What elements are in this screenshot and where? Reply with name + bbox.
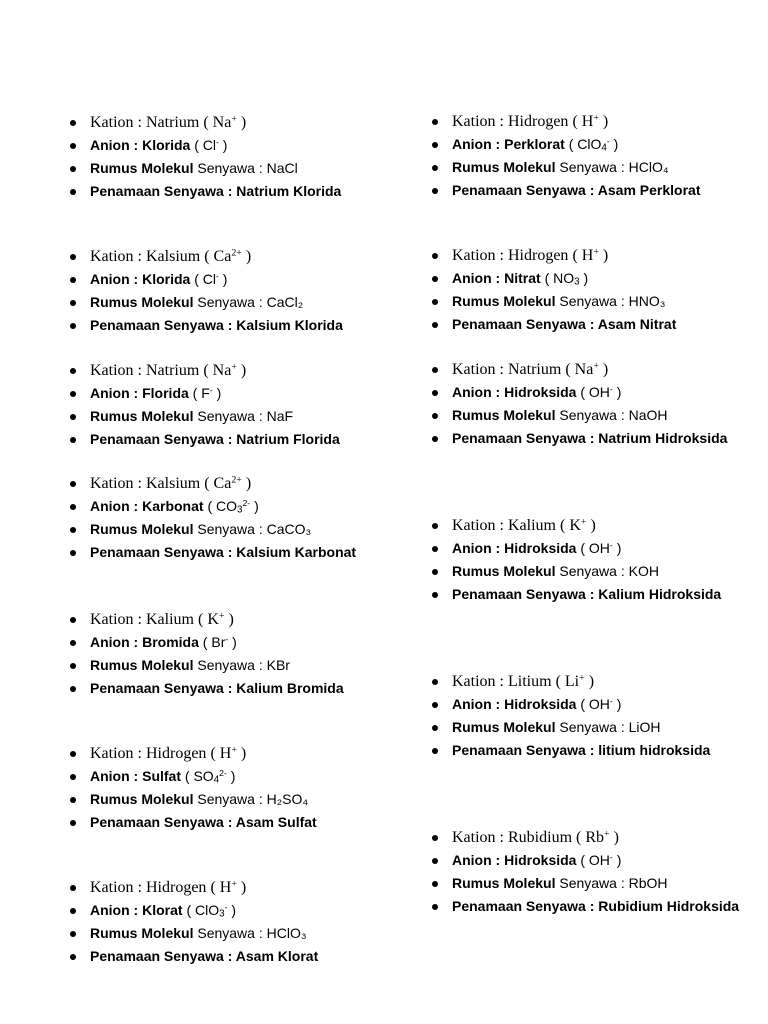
naming-value: Kalium Hidroksida [598,586,722,602]
formula-line [68,922,388,945]
kation-charge: + [593,112,599,124]
naming-value: Asam Sulfat [235,814,317,830]
kation-name: Natrium [508,361,562,378]
kation-name: Litium [508,673,552,690]
kation-label: Kation : [90,475,146,492]
formula-label-plain: Senyawa : [555,719,629,735]
anion-charge: - [216,271,219,282]
formula-value: KBr [266,657,290,673]
anion-charge: - [209,385,213,396]
naming-value: litium hidroksida [598,742,711,758]
kation-label: Kation : [452,361,508,378]
formula-value: HClO₃ [266,925,307,941]
formula-label-plain: Senyawa : [193,160,267,176]
kation-name: Kalsium [146,248,201,265]
kation-symbol: Na [212,362,232,379]
compound-block [430,110,750,202]
naming-value: Kalsium Karbonat [236,544,357,560]
formula-line [430,872,750,895]
compound-block [430,244,750,336]
kation-label: Kation : [452,673,508,690]
kation-label: Kation : [452,113,508,130]
formula-value: RbOH [628,875,668,891]
formula-value: HClO₄ [628,159,669,175]
formula-value: NaOH [628,407,668,423]
kation-symbol: K [207,611,219,628]
naming-label: Penamaan Senyawa : [452,742,599,758]
formula-label-plain: Senyawa : [555,875,629,891]
formula-line [430,560,750,583]
anion-charge: - [609,540,613,551]
formula-label-bold: Rumus Molekul [452,407,556,423]
kation-symbol: H [219,745,232,762]
naming-line [430,427,750,450]
naming-line [68,428,388,451]
kation-label: Kation : [90,114,146,131]
kation-line: Kation : Kalium ( K+ ) [68,608,388,631]
anion-line: Anion : Klorida ( Cl- ) [68,268,388,291]
formula-label-bold: Rumus Molekul [90,925,194,941]
formula-line [430,716,750,739]
anion-line: Anion : Perklorat ( ClO$_4$- ) [430,133,750,156]
naming-line [68,945,388,968]
anion-name: Klorida [142,137,191,153]
anion-charge: - [609,852,613,863]
formula-label-bold: Rumus Molekul [452,293,556,309]
anion-name: Klorat [142,902,183,918]
formula-label-bold: Rumus Molekul [452,875,556,891]
anion-label: Anion : [90,498,143,514]
formula-label-plain: Senyawa : [555,407,629,423]
kation-line: Kation : Hidrogen ( H+ ) [430,110,750,133]
kation-label: Kation : [90,248,146,265]
anion-line: Anion : Hidroksida ( OH- ) [430,537,750,560]
naming-line [68,541,388,564]
kation-symbol: Ca [213,248,232,265]
compound-block [68,472,388,564]
kation-name: Kalium [508,517,556,534]
naming-label: Penamaan Senyawa : [452,182,598,198]
anion-symbol: ClO [195,902,220,918]
naming-line [68,180,388,203]
anion-name: Hidroksida [504,540,577,556]
compound-block [430,358,750,450]
formula-value: CaCl₂ [266,294,304,310]
kation-name: Hidrogen [508,247,569,264]
anion-name: Nitrat [504,270,541,286]
kation-name: Natrium [146,114,200,131]
kation-label: Kation : [90,611,146,628]
anion-label: Anion : [452,270,505,286]
anion-charge: - [225,634,229,645]
kation-symbol: H [581,247,594,264]
kation-charge: + [604,828,610,840]
naming-line [68,314,388,337]
formula-line [430,404,750,427]
formula-line [68,518,388,541]
anion-line: Anion : Sulfat ( $SO_4^{2-}$ ) [68,765,388,788]
anion-line: Anion : Hidroksida ( OH- ) [430,693,750,716]
anion-subscript: 3 [219,908,225,920]
anion-symbol: Cl [202,137,217,153]
formula-label-plain: Senyawa : [555,293,629,309]
anion-line: Anion : Klorida ( Cl- ) [68,134,388,157]
compound-block [430,826,750,918]
anion-name: Sulfat [142,768,181,784]
anion-label: Anion : [90,271,143,287]
formula-value: NaF [266,408,294,424]
formula-line [68,405,388,428]
kation-charge: + [593,246,599,258]
formula-label-plain: Senyawa : [193,657,267,673]
naming-line [68,677,388,700]
kation-name: Kalsium [146,475,201,492]
formula-label-plain: Senyawa : [193,925,267,941]
formula-line [68,654,388,677]
compound-block [68,359,388,451]
compound-block [68,876,388,968]
kation-symbol: H [581,113,594,130]
naming-label: Penamaan Senyawa : [90,183,237,199]
anion-symbol: Br [211,634,226,650]
formula-value: KOH [628,563,659,579]
anion-label: Anion : [452,540,505,556]
anion-line: Anion : Nitrat ( $NO_3$ ) [430,267,750,290]
naming-label: Penamaan Senyawa : [452,586,599,602]
anion-label: Anion : [90,385,143,401]
anion-charge: - [609,384,613,395]
formula-label-bold: Rumus Molekul [452,719,556,735]
naming-label: Penamaan Senyawa : [90,680,237,696]
kation-symbol: Ca [213,475,232,492]
formula-value: H₂SO₄ [266,791,309,807]
formula-label-bold: Rumus Molekul [90,294,194,310]
anion-symbol: OH [588,540,610,556]
naming-value: Natrium Florida [236,431,340,447]
anion-charge: 2- [219,768,227,779]
anion-symbol: CO [216,498,238,514]
naming-line [430,583,750,606]
anion-name: Hidroksida [504,384,577,400]
formula-line [68,788,388,811]
formula-line [68,291,388,314]
kation-name: Hidrogen [146,879,207,896]
anion-charge: - [609,696,613,707]
formula-label-bold: Rumus Molekul [90,791,194,807]
naming-value: Asam Perklorat [597,182,701,198]
formula-label-bold: Rumus Molekul [90,657,194,673]
compound-block [68,245,388,337]
anion-line: Anion : Hidroksida ( OH- ) [430,381,750,404]
kation-line: Kation : Litium ( Li+ ) [430,670,750,693]
anion-label: Anion : [90,768,143,784]
anion-symbol: NO [553,270,575,286]
anion-line: Anion : Klorat ( ClO$_3$- ) [68,899,388,922]
naming-value: Asam Nitrat [597,316,677,332]
kation-label: Kation : [90,362,146,379]
formula-value: CaCO₃ [266,521,312,537]
anion-line: Anion : Hidroksida ( OH- ) [430,849,750,872]
naming-label: Penamaan Senyawa : [90,431,237,447]
compound-block [430,514,750,606]
naming-value: Rubidium Hidroksida [598,898,740,914]
kation-charge: + [580,516,587,528]
kation-line: Kation : Hidrogen ( H+ ) [430,244,750,267]
anion-charge: - [216,137,219,148]
kation-charge: + [231,361,237,373]
formula-label-plain: Senyawa : [193,521,267,537]
naming-label: Penamaan Senyawa : [90,544,237,560]
anion-label: Anion : [90,634,143,650]
formula-label-bold: Rumus Molekul [90,521,194,537]
naming-line [430,179,750,202]
naming-line [430,313,750,336]
compound-block [68,111,388,203]
kation-line: Kation : Hidrogen ( H+ ) [68,742,388,765]
anion-name: Karbonat [142,498,204,514]
anion-line: Anion : Karbonat ( $CO_3^{2-}$ ) [68,495,388,518]
formula-label-plain: Senyawa : [555,159,629,175]
kation-label: Kation : [452,247,508,264]
anion-label: Anion : [452,136,505,152]
kation-line: Kation : Kalium ( K+ ) [430,514,750,537]
kation-charge: + [218,610,225,622]
anion-name: Perklorat [504,136,565,152]
kation-charge: 2+ [231,474,242,486]
kation-name: Hidrogen [508,113,569,130]
compound-block [68,742,388,834]
naming-value: Natrium Klorida [236,183,342,199]
kation-name: Rubidium [508,829,573,846]
formula-label-bold: Rumus Molekul [452,563,556,579]
kation-line: Kation : Natrium ( Na+ ) [68,359,388,382]
kation-charge: + [231,113,237,125]
anion-symbol: OH [588,852,610,868]
naming-value: Kalium Bromida [236,680,344,696]
formula-label-bold: Rumus Molekul [452,159,556,175]
kation-line: Kation : Natrium ( Na+ ) [68,111,388,134]
kation-label: Kation : [90,879,146,896]
kation-charge: + [231,878,237,890]
kation-symbol: K [569,517,581,534]
formula-label-plain: Senyawa : [193,294,267,310]
formula-label-bold: Rumus Molekul [90,408,194,424]
formula-line [430,156,750,179]
formula-label-plain: Senyawa : [555,563,629,579]
naming-label: Penamaan Senyawa : [90,948,236,964]
naming-label: Penamaan Senyawa : [452,430,599,446]
kation-line: Kation : Kalsium ( $Ca^{2+}$ ) [68,245,388,268]
formula-value: LiOH [628,719,661,735]
naming-line [430,739,750,762]
anion-subscript: 4 [601,142,607,154]
anion-charge: - [606,136,610,147]
compound-block [430,670,750,762]
kation-charge: 2+ [231,247,242,259]
anion-label: Anion : [452,384,505,400]
anion-symbol: F [201,385,210,401]
anion-charge: 2- [242,498,251,509]
naming-value: Kalsium Klorida [236,317,343,333]
naming-label: Penamaan Senyawa : [90,317,237,333]
formula-label-plain: Senyawa : [193,791,267,807]
anion-label: Anion : [452,696,505,712]
kation-charge: + [593,360,599,372]
naming-line [68,811,388,834]
kation-symbol: Na [574,361,594,378]
anion-line: Anion : Florida ( F- ) [68,382,388,405]
anion-label: Anion : [452,852,505,868]
anion-name: Klorida [142,271,191,287]
kation-symbol: H [219,879,232,896]
kation-charge: + [231,744,237,756]
anion-symbol: OH [588,696,610,712]
anion-name: Hidroksida [504,852,577,868]
anion-symbol: Cl [202,271,217,287]
kation-label: Kation : [90,745,146,762]
anion-symbol: ClO [577,136,602,152]
naming-label: Penamaan Senyawa : [90,814,236,830]
kation-symbol: Na [212,114,232,131]
anion-subscript: 3 [574,276,580,288]
kation-name: Natrium [146,362,200,379]
naming-line [430,895,750,918]
anion-label: Anion : [90,137,143,153]
kation-label: Kation : [452,829,508,846]
naming-value: Asam Klorat [235,948,319,964]
anion-subscript: 3 [237,504,243,516]
anion-label: Anion : [90,902,143,918]
formula-value: HNO₃ [628,293,666,309]
kation-line: Kation : Rubidium ( Rb+ ) [430,826,750,849]
kation-symbol: Rb [585,829,605,846]
kation-name: Kalium [146,611,194,628]
formula-label-plain: Senyawa : [193,408,267,424]
naming-label: Penamaan Senyawa : [452,898,599,914]
naming-label: Penamaan Senyawa : [452,316,598,332]
formula-value: NaCl [266,160,298,176]
formula-line [68,157,388,180]
anion-name: Bromida [142,634,199,650]
naming-value: Natrium Hidroksida [598,430,728,446]
kation-symbol: Li [564,673,580,690]
anion-subscript: 4 [213,774,220,786]
formula-label-bold: Rumus Molekul [90,160,194,176]
kation-label: Kation : [452,517,508,534]
anion-line: Anion : Bromida ( Br- ) [68,631,388,654]
compound-block [68,608,388,700]
kation-name: Hidrogen [146,745,207,762]
kation-line: Kation : Hidrogen ( H+ ) [68,876,388,899]
kation-line: Kation : Natrium ( Na+ ) [430,358,750,381]
kation-charge: + [579,672,585,684]
anion-charge: - [224,902,228,913]
formula-line [430,290,750,313]
anion-symbol: OH [588,384,610,400]
anion-name: Hidroksida [504,696,577,712]
anion-name: Florida [142,385,189,401]
anion-symbol: SO [193,768,214,784]
kation-line: Kation : Kalsium ( $Ca^{2+}$ ) [68,472,388,495]
